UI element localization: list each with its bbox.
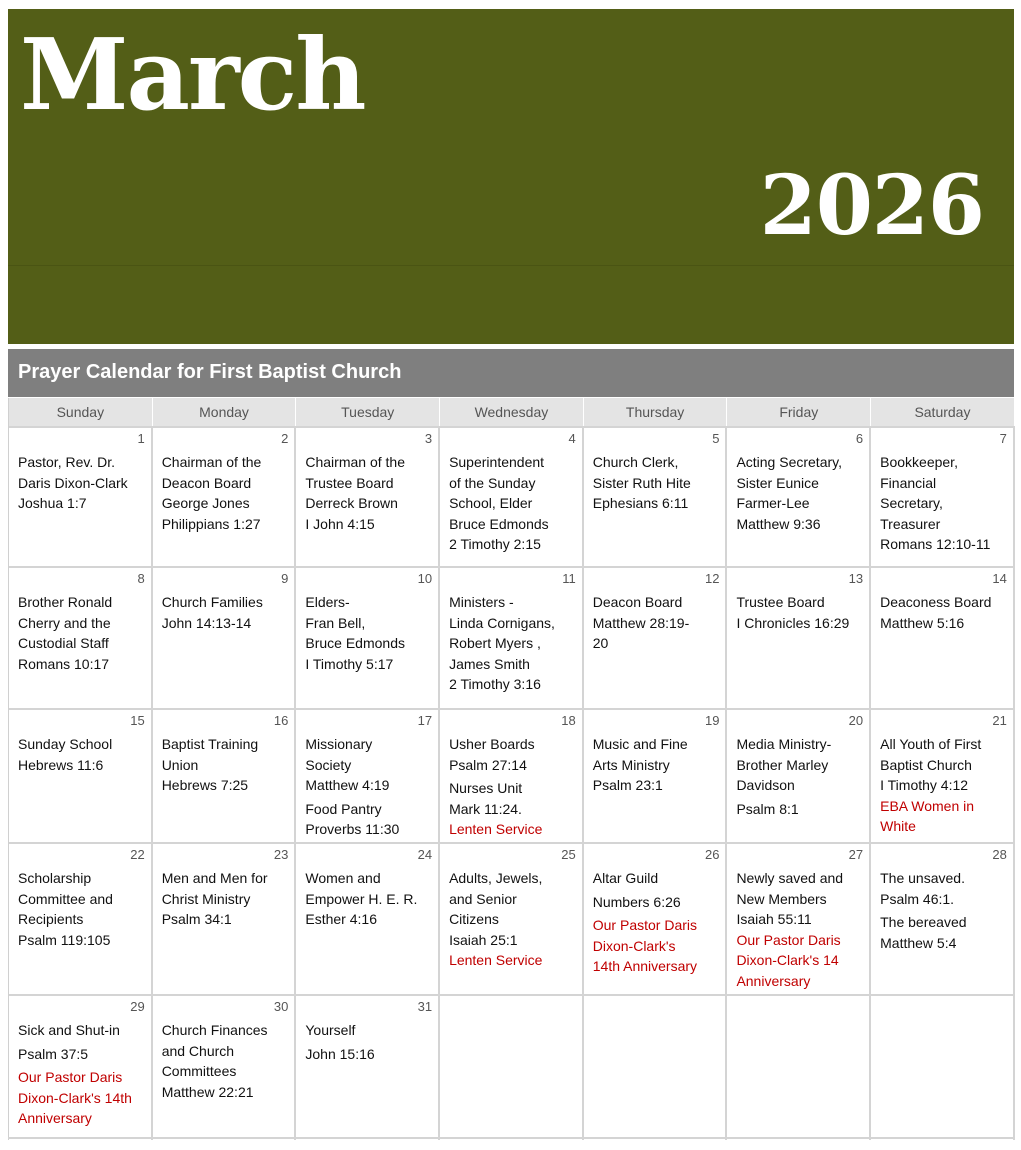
day-entry-line: Food Pantry <box>305 800 382 817</box>
day-cell-6 <box>727 428 871 566</box>
day-entry-line: Isaiah 25:1 <box>449 931 518 948</box>
weekday-monday: Monday <box>153 398 297 426</box>
day-entry-line: Society <box>305 756 352 773</box>
day-entry-line: James Smith <box>449 655 530 672</box>
day-entry-line: Psalm 37:5 <box>18 1045 89 1062</box>
day-entry-line: Custodial Staff <box>18 635 109 651</box>
day-number: 30 <box>273 999 289 1014</box>
day-number: 18 <box>561 713 576 728</box>
day-entry-line: Bruce Edmonds <box>305 635 405 651</box>
day-entry-line: Proverbs 11:30 <box>305 821 400 837</box>
day-entry-line: Chairman of the <box>161 454 262 470</box>
day-entry-line: Fran Bell, <box>305 614 366 631</box>
day-cell-8 <box>9 568 153 708</box>
day-cell-13 <box>727 568 871 708</box>
day-event-line: Our Pastor Daris <box>592 917 697 933</box>
day-entry-line: Ephesians 6:11 <box>592 495 689 511</box>
day-number: 23 <box>273 847 289 862</box>
day-event-line: Dixon-Clark's 14th <box>18 1089 132 1106</box>
day-number: 3 <box>424 431 433 446</box>
day-entry-line: Ministers - <box>449 594 514 610</box>
weekday-thursday: Thursday <box>584 398 728 426</box>
day-entry-line: Deaconess Board <box>880 594 992 610</box>
day-cell-18 <box>440 710 584 842</box>
day-entry-line: Music and Fine <box>592 736 688 752</box>
day-entry-line: Missionary <box>305 736 373 752</box>
month-title: March <box>20 18 365 133</box>
weekday-sunday: Sunday <box>9 398 153 426</box>
calendar-subtitle: Prayer Calendar for First Baptist Church <box>18 361 402 383</box>
day-entry-line: Daris Dixon-Clark <box>18 474 128 491</box>
day-number: 25 <box>561 847 576 862</box>
day-number: 28 <box>992 847 1007 862</box>
day-event-line: Dixon-Clark's 14 <box>736 952 839 968</box>
day-entry-line: Mark 11:24. <box>449 800 522 817</box>
day-entry-line: Matthew 5:4 <box>880 934 957 951</box>
day-entry-line: Secretary, <box>880 495 943 511</box>
day-entry-line: Nurses Unit <box>449 780 523 796</box>
day-number: 10 <box>417 571 433 586</box>
day-entry-line: Baptist Church <box>880 756 972 773</box>
day-entry-line: Trustee Board <box>736 594 825 610</box>
day-entry-line: and Church <box>161 1042 235 1059</box>
day-entry-line: John 15:16 <box>305 1045 375 1062</box>
day-number: 16 <box>273 713 289 728</box>
day-entry-line: Superintendent <box>449 454 545 470</box>
day-event-line: 14th Anniversary <box>592 958 698 974</box>
weekday-friday: Friday <box>727 398 871 426</box>
day-entry-line: Farmer-Lee <box>736 495 810 511</box>
day-entry-line: Psalm 23:1 <box>592 777 663 793</box>
day-entry-line: George Jones <box>161 495 250 511</box>
day-entry-line: I Chronicles 16:29 <box>736 614 850 631</box>
day-entry-line: Committees <box>161 1063 237 1079</box>
day-event-line: Lenten Service <box>449 821 543 837</box>
day-event-line: Our Pastor Daris <box>736 931 841 948</box>
day-number: 11 <box>562 571 576 586</box>
day-cell-24 <box>296 844 440 994</box>
day-entry-line: Romans 10:17 <box>18 655 110 672</box>
day-cell-14 <box>871 568 1015 708</box>
day-number: 21 <box>992 713 1007 728</box>
day-entry-line: Sick and Shut-in <box>18 1022 120 1038</box>
grid-bottom-border <box>8 1137 1014 1139</box>
day-entry-line: Brother Ronald <box>18 594 113 610</box>
day-event-line: EBA Women in <box>880 797 975 814</box>
day-number: 12 <box>704 571 720 586</box>
day-entry-line: Women and <box>305 870 381 886</box>
day-number: 26 <box>704 847 720 862</box>
day-cell-1 <box>9 428 153 566</box>
day-cell-5 <box>584 428 728 566</box>
day-cell-16 <box>153 710 297 842</box>
day-number: 19 <box>704 713 720 728</box>
day-number: 2 <box>281 431 289 446</box>
day-number: 20 <box>848 713 864 728</box>
day-number: 15 <box>130 713 145 728</box>
day-number: 13 <box>848 571 864 586</box>
day-entry-line: I John 4:15 <box>305 515 375 532</box>
day-entry-line: Financial <box>880 474 937 491</box>
day-number: 14 <box>992 571 1007 586</box>
day-cell-19 <box>584 710 728 842</box>
empty-day-cell <box>440 996 584 1140</box>
day-entry-line: John 14:13-14 <box>161 614 252 631</box>
day-cell-30 <box>153 996 297 1140</box>
day-cell-17 <box>296 710 440 842</box>
day-cell-3 <box>296 428 440 566</box>
day-cell-21 <box>871 710 1015 842</box>
day-entry-line: The unsaved. <box>880 870 965 886</box>
day-entry-line: I Timothy 4:12 <box>880 777 969 793</box>
day-cell-11 <box>440 568 584 708</box>
day-entry-line: Hebrews 7:25 <box>161 777 249 793</box>
day-entry-line: Church Clerk, <box>592 454 679 470</box>
day-entry-line: Yourself <box>305 1022 356 1038</box>
day-entry-line: Numbers 6:26 <box>592 893 681 910</box>
day-entry-line: Romans 12:10-11 <box>880 536 991 552</box>
day-entry-line: Bookkeeper, <box>880 454 958 470</box>
day-entry-line: Psalm 46:1. <box>880 890 955 907</box>
day-number: 17 <box>417 713 433 728</box>
month-banner <box>8 9 1014 344</box>
day-entry-line: Church Finances <box>161 1022 268 1038</box>
day-entry-line: Brother Marley <box>736 756 829 773</box>
day-number: 31 <box>417 999 433 1014</box>
day-entry-line: of the Sunday <box>449 474 536 491</box>
day-entry-line: Union <box>161 756 199 773</box>
day-entry-line: Church Families <box>161 594 263 610</box>
day-event-line: Anniversary <box>736 972 811 989</box>
day-number: 4 <box>568 431 576 446</box>
day-cell-2 <box>153 428 297 566</box>
day-entry-line: Chairman of the <box>305 454 405 470</box>
day-entry-line: 2 Timothy 2:15 <box>449 536 541 552</box>
day-number: 7 <box>999 431 1007 446</box>
day-event-line: Dixon-Clark's <box>592 937 676 954</box>
day-entry-line: All Youth of First <box>880 736 982 752</box>
day-cell-12 <box>584 568 728 708</box>
day-entry-line: Media Ministry- <box>736 736 832 752</box>
day-entry-line: Bruce Edmonds <box>449 515 549 532</box>
calendar-grid <box>8 398 1015 1140</box>
day-entry-line: Pastor, Rev. Dr. <box>18 454 115 470</box>
day-cell-27 <box>727 844 871 994</box>
weekday-saturday: Saturday <box>871 398 1015 426</box>
empty-day-cell <box>727 996 871 1140</box>
day-entry-line: Derreck Brown <box>305 495 398 511</box>
day-entry-line: Psalm 119:105 <box>18 931 111 948</box>
calendar-week <box>9 842 1015 994</box>
calendar-week <box>9 426 1015 566</box>
day-entry-line: Psalm 34:1 <box>161 911 232 927</box>
day-event-line: Lenten Service <box>449 952 543 968</box>
day-entry-line: Arts Ministry <box>592 756 670 773</box>
weekday-header-row <box>9 398 1015 426</box>
empty-day-cell <box>871 996 1015 1140</box>
day-entry-line: Treasurer <box>880 515 941 532</box>
weekday-tuesday: Tuesday <box>296 398 440 426</box>
day-cell-29 <box>9 996 153 1140</box>
day-entry-line: Sister Eunice <box>736 474 819 491</box>
day-entry-line: Citizens <box>449 911 499 927</box>
subtitle-bar <box>8 349 1014 397</box>
day-entry-line: Recipients <box>18 911 84 927</box>
day-entry-line: The bereaved <box>880 914 967 930</box>
day-entry-line: and Senior <box>449 890 517 907</box>
day-number: 5 <box>712 431 720 446</box>
day-cell-22 <box>9 844 153 994</box>
day-entry-line: Sister Ruth Hite <box>592 474 691 491</box>
day-number: 6 <box>855 431 864 446</box>
day-entry-line: Matthew 4:19 <box>305 777 390 793</box>
day-entry-line: Linda Cornigans, <box>449 614 555 631</box>
calendar-week <box>9 708 1015 842</box>
day-entry-line: Isaiah 55:11 <box>736 911 812 927</box>
day-entry-line: Matthew 22:21 <box>161 1083 254 1100</box>
day-entry-line: Hebrews 11:6 <box>18 756 104 773</box>
day-entry-line: Christ Ministry <box>161 890 251 907</box>
day-cell-28 <box>871 844 1015 994</box>
day-cell-9 <box>153 568 297 708</box>
day-entry-line: Davidson <box>736 777 795 793</box>
day-event-line: Our Pastor Daris <box>18 1069 123 1085</box>
day-entry-line: Committee and <box>18 890 113 907</box>
day-cell-25 <box>440 844 584 994</box>
day-cell-15 <box>9 710 153 842</box>
day-cell-31 <box>296 996 440 1140</box>
day-entry-line: 2 Timothy 3:16 <box>449 676 541 692</box>
day-event-line: White <box>880 818 916 834</box>
day-number: 29 <box>130 999 145 1014</box>
day-entry-line: Usher Boards <box>449 736 535 752</box>
day-entry-line: Newly saved and <box>736 870 844 886</box>
day-entry-line: Esther 4:16 <box>305 911 377 927</box>
day-entry-line: Matthew 5:16 <box>880 614 965 631</box>
day-entry-line: Psalm 27:14 <box>449 756 527 773</box>
day-entry-line: Empower H. E. R. <box>305 890 418 907</box>
day-entry-line: New Members <box>736 890 827 907</box>
day-cell-26 <box>584 844 728 994</box>
day-entry-line: Sunday School <box>18 736 113 752</box>
day-entry-line: Altar Guild <box>592 870 659 886</box>
day-entry-line: Scholarship <box>18 870 92 886</box>
calendar-week <box>9 566 1015 708</box>
day-cell-4 <box>440 428 584 566</box>
day-number: 27 <box>848 847 864 862</box>
day-entry-line: Psalm 8:1 <box>736 800 799 817</box>
day-number: 24 <box>417 847 433 862</box>
year-title: 2026 <box>759 158 984 254</box>
day-entry-line: Deacon Board <box>161 474 252 491</box>
banner-divider <box>8 265 1014 266</box>
day-entry-line: Trustee Board <box>305 474 394 491</box>
day-entry-line: 20 <box>592 635 609 651</box>
day-entry-line: Robert Myers , <box>449 635 541 651</box>
day-entry-line: Philippians 1:27 <box>161 515 261 532</box>
day-event-line: Anniversary <box>18 1110 92 1126</box>
day-entry-line: Adults, Jewels, <box>449 870 543 886</box>
day-entry-line: I Timothy 5:17 <box>305 655 394 672</box>
day-entry-line: Cherry and the <box>18 614 111 631</box>
day-number: 22 <box>130 847 145 862</box>
day-number: 8 <box>137 571 145 586</box>
day-entry-line: Matthew 9:36 <box>736 515 821 532</box>
day-entry-line: Baptist Training <box>161 736 259 752</box>
day-entry-line: Men and Men for <box>161 870 268 886</box>
day-number: 1 <box>137 431 145 446</box>
day-cell-10 <box>296 568 440 708</box>
day-cell-7 <box>871 428 1015 566</box>
day-entry-line: Joshua 1:7 <box>18 495 87 511</box>
day-entry-line: School, Elder <box>449 495 533 511</box>
empty-day-cell <box>584 996 728 1140</box>
day-number: 9 <box>281 571 289 586</box>
day-cell-23 <box>153 844 297 994</box>
calendar-week <box>9 994 1015 1140</box>
day-cell-20 <box>727 710 871 842</box>
day-entry-line: Elders- <box>305 594 350 610</box>
day-entry-line: Matthew 28:19- <box>592 614 690 631</box>
weekday-wednesday: Wednesday <box>440 398 584 426</box>
day-entry-line: Acting Secretary, <box>736 454 842 470</box>
day-entry-line: Deacon Board <box>592 594 683 610</box>
